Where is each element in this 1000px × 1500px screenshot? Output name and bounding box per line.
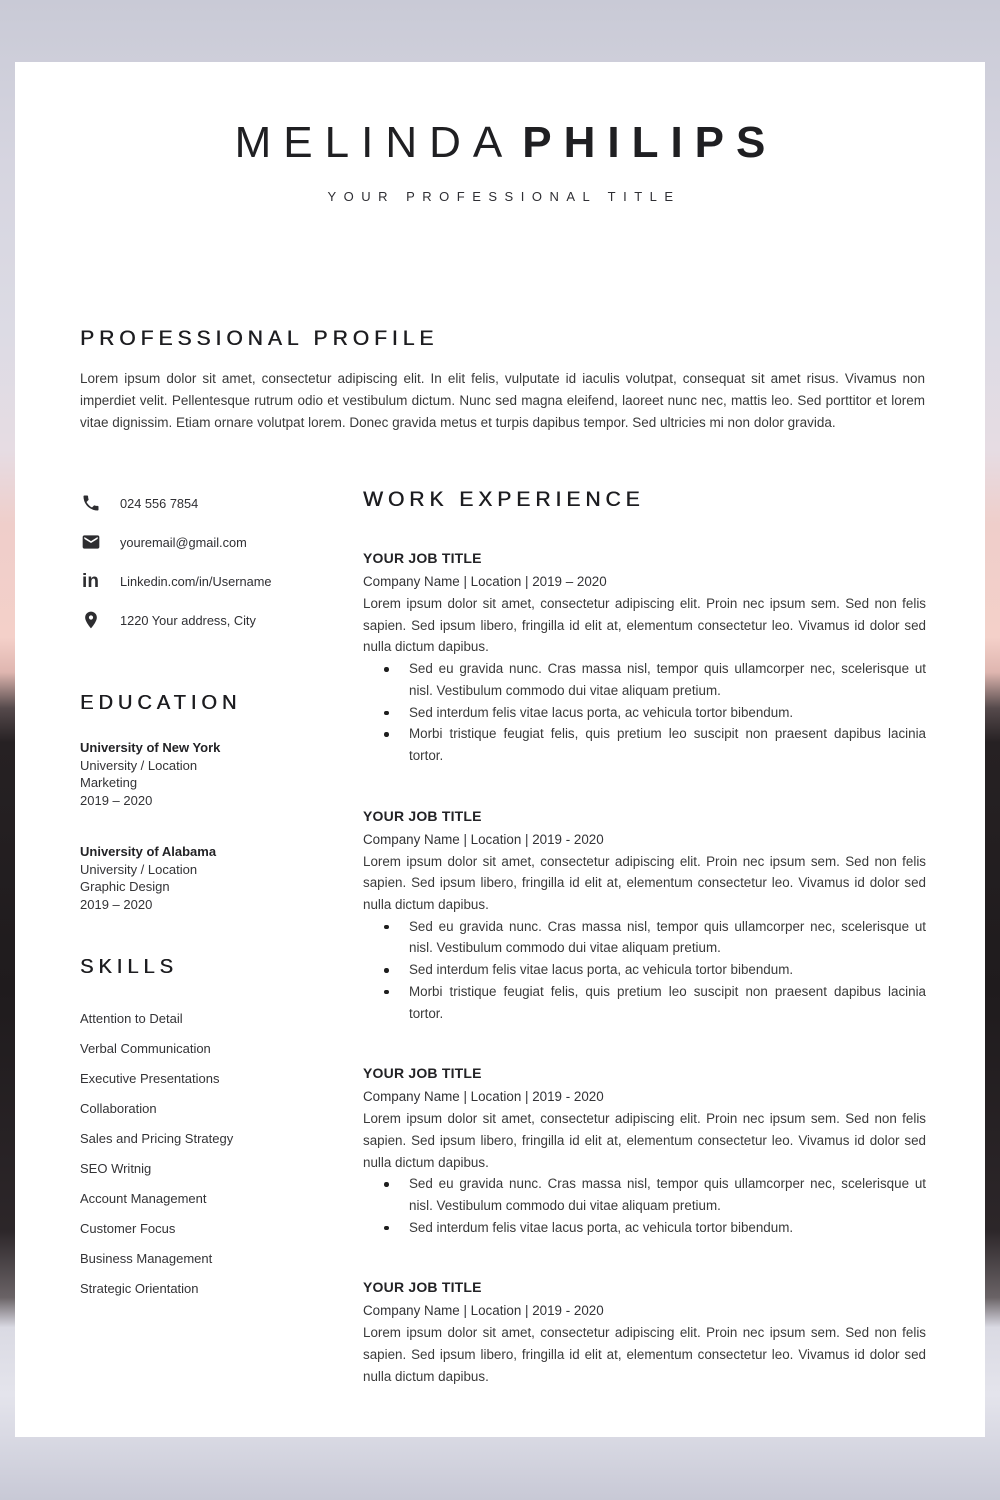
work-experience-section — [363, 488, 926, 1428]
job-bullet-list — [363, 658, 926, 767]
left-column — [80, 492, 342, 1311]
email-icon — [80, 532, 101, 553]
skill-item: Verbal Communication — [80, 1041, 211, 1056]
job-bullet-list — [363, 1173, 926, 1238]
job-bullet: Sed eu gravida nunc. Cras massa nisl, tempor quis ullamcorper nec, scelerisque ut nisl. Vestibulum commodo dui vitae aliquam pretium. — [363, 916, 926, 959]
education-section — [80, 692, 342, 913]
contact-item — [80, 609, 342, 631]
job-bullet: Sed interdum felis vitae lacus porta, ac vehicula tortor bibendum. — [363, 959, 926, 981]
job-meta: Company Name | Location | 2019 - 2020 — [363, 1303, 604, 1319]
professional-profile-text: Lorem ipsum dolor sit amet, consectetur adipiscing elit. In elit felis, vulputate id iaculis volutpat, consequat sit amet risus. Vivamus non imperdiet velit. Pellentesque rutrum odio et vestibulum dictum. Nunc sed magna eleifend, laoreet nunc nec, mattis leo. Sed porttitor et lorem vitae dignissim. Etiam ornare volutpat lorem. Donec gravida metus et turpis dapibus tempor. Sed ultricies mi non dolor gravida. — [80, 371, 925, 430]
job-summary: Lorem ipsum dolor sit amet, consectetur adipiscing elit. Proin nec ipsum sem. Sed non felis sapien. Sed ipsum libero, fringilla id elit at, elementum consectetur leo. Vivamus id dolor sed nulla dictum dapibus. — [363, 1325, 926, 1384]
professional-profile-heading: PROFESSIONAL PROFILE — [80, 327, 439, 350]
education-institution: University / Location — [80, 861, 198, 877]
job-meta: Company Name | Location | 2019 - 2020 — [363, 1089, 604, 1105]
education-school: University of New York — [80, 740, 221, 755]
education-program: Graphic Design — [80, 879, 170, 894]
resume-header — [15, 62, 985, 204]
skill-item: Sales and Pricing Strategy — [80, 1131, 234, 1146]
skill-item: Attention to Detail — [80, 1011, 183, 1026]
job-title: YOUR JOB TITLE — [363, 1065, 482, 1082]
professional-profile-section — [80, 327, 925, 434]
job-meta: Company Name | Location | 2019 – 2020 — [363, 574, 607, 589]
location-icon — [80, 610, 101, 631]
education-dates: 2019 – 2020 — [80, 792, 153, 808]
education-program: Marketing — [80, 775, 138, 790]
contact-text: 1220 Your address, City — [120, 612, 256, 628]
skills-heading: SKILLS — [80, 956, 178, 978]
skill-item: Customer Focus — [80, 1221, 176, 1236]
job-bullet: Sed eu gravida nunc. Cras massa nisl, tempor quis ullamcorper nec, scelerisque ut nisl. Vestibulum commodo dui vitae aliquam pretium. — [363, 1173, 926, 1216]
job-title: YOUR JOB TITLE — [363, 550, 482, 566]
skill-item: SEO Writnig — [80, 1161, 152, 1176]
skills-list — [80, 1011, 342, 1297]
job-bullet: Sed eu gravida nunc. Cras massa nisl, tempor quis ullamcorper nec, scelerisque ut nisl. Vestibulum commodo dui vitae aliquam pretium. — [363, 658, 926, 701]
contact-list — [80, 492, 342, 631]
job-bullet: Sed interdum felis vitae lacus porta, ac vehicula tortor bibendum. — [363, 1217, 926, 1239]
skills-section — [80, 956, 342, 1297]
job-title: YOUR JOB TITLE — [363, 1279, 482, 1296]
skill-item: Business Management — [80, 1251, 213, 1266]
phone-icon — [80, 493, 101, 514]
professional-title: YOUR PROFESSIONAL TITLE — [327, 189, 681, 205]
candidate-last-name: PHILIPS — [522, 118, 778, 167]
candidate-name — [15, 119, 985, 167]
job-entry — [363, 807, 926, 1025]
contact-item — [80, 531, 342, 553]
contact-item — [80, 570, 342, 592]
candidate-first-name: MELINDA — [234, 118, 515, 167]
job-bullet: Sed interdum felis vitae lacus porta, ac vehicula tortor bibendum. — [363, 702, 926, 724]
job-bullet: Morbi tristique feugiat felis, quis pretium leo suscipit non praesent dapibus lacinia tortor. — [363, 723, 926, 766]
skill-item: Account Management — [80, 1191, 207, 1206]
job-title: YOUR JOB TITLE — [363, 807, 482, 824]
job-bullet: Morbi tristique feugiat felis, quis pretium leo suscipit non praesent dapibus lacinia tortor. — [363, 981, 926, 1024]
contact-text: Linkedin.com/in/Username — [120, 573, 272, 589]
education-entries — [80, 739, 342, 913]
job-summary: Lorem ipsum dolor sit amet, consectetur adipiscing elit. Proin nec ipsum sem. Sed non felis sapien. Sed ipsum libero, fringilla id elit at, elementum consectetur leo. Vivamus id dolor sed nulla dictum dapibus. — [363, 1111, 926, 1170]
job-meta: Company Name | Location | 2019 - 2020 — [363, 831, 604, 847]
job-summary: Lorem ipsum dolor sit amet, consectetur adipiscing elit. Proin nec ipsum sem. Sed non felis sapien. Sed ipsum libero, fringilla id elit at, elementum consectetur leo. Vivamus id dolor sed nulla dictum dapibus. — [363, 853, 926, 913]
skill-item: Executive Presentations — [80, 1071, 220, 1086]
resume-page — [15, 62, 985, 1437]
job-bullet-list — [363, 916, 926, 1025]
linkedin-icon: in — [82, 570, 99, 592]
contact-item — [80, 492, 342, 514]
education-entry — [80, 739, 342, 809]
education-heading: EDUCATION — [80, 692, 242, 714]
job-entry — [363, 1278, 926, 1387]
job-entry — [363, 549, 926, 767]
education-entry — [80, 843, 342, 913]
job-list — [363, 549, 926, 1388]
education-school: University of Alabama — [80, 844, 217, 859]
education-dates: 2019 – 2020 — [80, 896, 153, 912]
skill-item: Collaboration — [80, 1101, 157, 1116]
skill-item: Strategic Orientation — [80, 1281, 199, 1296]
contact-text: 024 556 7854 — [120, 495, 199, 511]
job-summary: Lorem ipsum dolor sit amet, consectetur adipiscing elit. Proin nec ipsum sem. Sed non felis sapien. Sed ipsum libero, fringilla id elit at, elementum consectetur leo. Vivamus id dolor sed nulla dictum dapibus. — [363, 596, 926, 655]
work-experience-heading: WORK EXPERIENCE — [363, 488, 645, 511]
contact-text: youremail@gmail.com — [120, 534, 247, 550]
education-institution: University / Location — [80, 757, 198, 773]
job-entry — [363, 1064, 926, 1238]
